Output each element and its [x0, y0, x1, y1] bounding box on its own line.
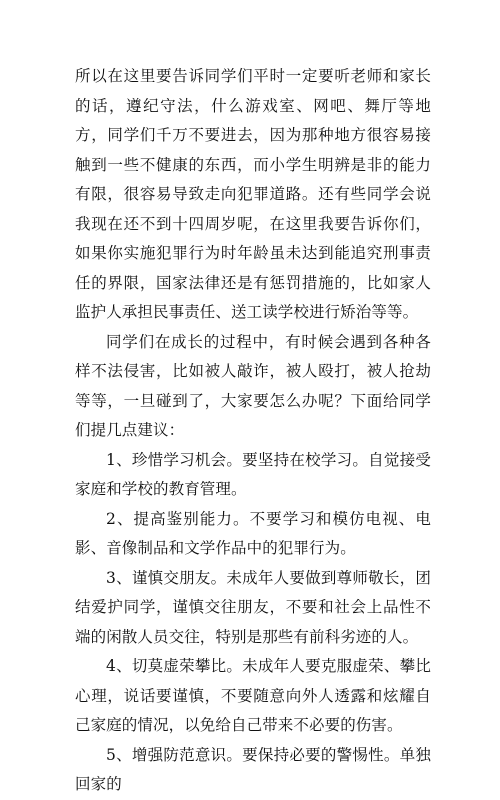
paragraph-infringement-intro: 同学们在成长的过程中，有时候会遇到各种各样不法侵害，比如被人敲诈，被人殴打，被人抢劫等等，一旦碰到了，大家要怎么办呢？下面给同学们提几点建议： [75, 332, 431, 439]
suggestion-item-4: 4、切莫虚荣攀比。未成年人要克服虚荣、攀比心理，说话要谨慎，不要随意向外人透露和炫耀自己家庭的情况，以免给自己带来不必要的伤害。 [75, 657, 431, 734]
document-body [75, 62, 431, 800]
suggestion-item-2: 2、提高鉴别能力。不要学习和模仿电视、电影、音像制品和文学作品中的犯罪行为。 [75, 509, 431, 557]
suggestion-item-1: 1、珍惜学习机会。要坚持在校学习。自觉接受家庭和学校的教育管理。 [75, 450, 431, 498]
paragraph-warning-continued: 所以在这里要告诉同学们平时一定要听老师和家长的话，遵纪守法，什么游戏室、网吧、舞厅等地方，同学们千万不要进去，因为那种地方很容易接触到一些不健康的东西，而小学生明辨是非的能力有限，很容易导致走向犯罪道路。还有些同学会说我现在还不到十四周岁呢，在这里我要告诉你们，如果你实施犯罪行为时年龄虽未达到能追究刑事责任的界限，国家法律还是有惩罚措施的，比如家人监护人承担民事责任、送工读学校进行矫治等等。 [75, 67, 431, 321]
suggestion-item-5: 5、增强防范意识。要保持必要的警惕性。单独回家的 [75, 745, 431, 793]
suggestion-item-3: 3、谨慎交朋友。未成年人要做到尊师敬长，团结爱护同学，谨慎交往朋友，不要和社会上品性不端的闲散人员交往，特别是那些有前科劣迹的人。 [75, 568, 431, 646]
